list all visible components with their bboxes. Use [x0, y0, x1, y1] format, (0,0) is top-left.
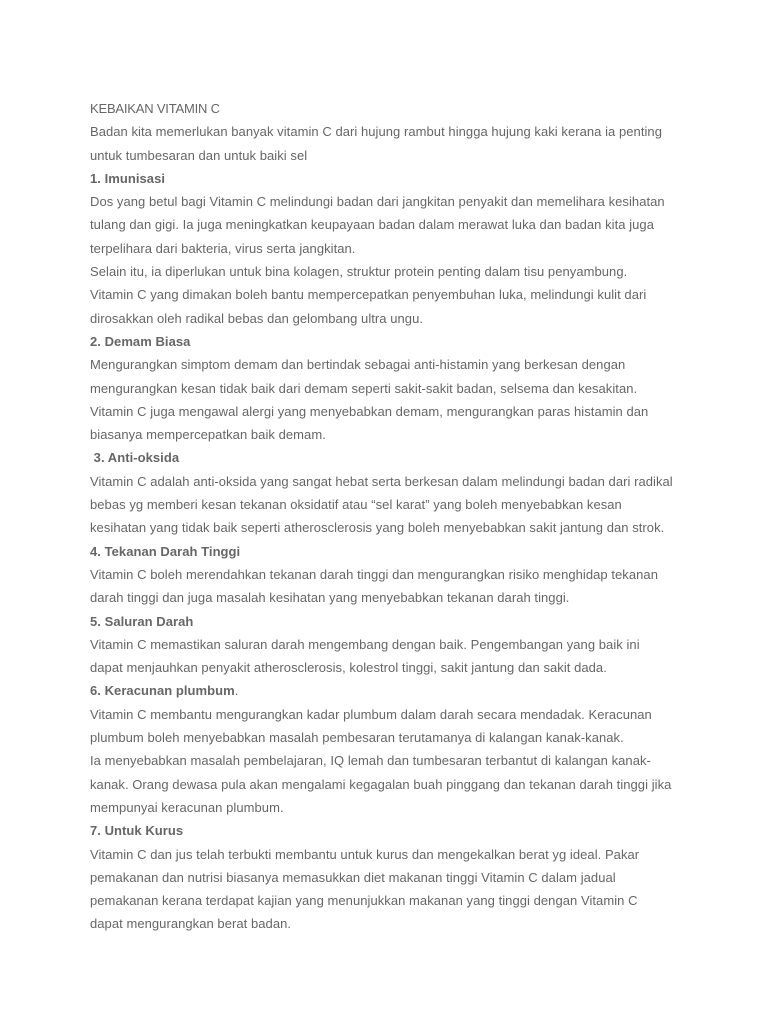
section-heading-text: 5. Saluran Darah [90, 613, 194, 629]
section-heading-imunisasi [90, 167, 750, 190]
paragraph-line: biasanya mempercepatkan baik demam. [90, 427, 326, 443]
paragraph-line: kesihatan yang tidak baik seperti atherosclerosis yang boleh menyebabkan sakit jantung dan strok. [90, 520, 665, 536]
paragraph-line: pemakanan dan nutrisi biasanya memasukkan diet makanan tinggi Vitamin C dalam jadual [90, 869, 616, 885]
paragraph-line: mengurangkan kesan tidak baik dari demam seperti sakit-sakit badan, selsema dan kesakitan. [90, 380, 638, 396]
paragraph-line: plumbum boleh menyebabkan masalah pembesaran terutamanya di kalangan kanak-kanak. [90, 730, 624, 746]
paragraph-line: terpelihara dari bakteria, virus serta jangkitan. [90, 240, 356, 256]
section-heading-untuk-kurus [90, 819, 750, 842]
paragraph-line: Vitamin C juga mengawal alergi yang menyebabkan demam, mengurangkan paras histamin dan [90, 403, 649, 419]
section-heading-text: 6. Keracunan plumbum [90, 683, 235, 699]
paragraph-line: Vitamin C adalah anti-oksida yang sangat hebat serta berkesan dalam melindungi badan dari radikal [90, 473, 673, 489]
paragraph-line: Vitamin C memastikan saluran darah mengembang dengan baik. Pengembangan yang baik ini [90, 636, 640, 652]
section-heading-saluran-darah [90, 610, 750, 633]
intro-line: untuk tumbesaran dan untuk baiki sel [90, 147, 308, 163]
paragraph-line: mempunyai keracunan plumbum. [90, 799, 284, 815]
section-heading-keracunan-plumbum [90, 679, 750, 702]
paragraph-line: Dos yang betul bagi Vitamin C melindungi badan dari jangkitan penyakit dan memelihara kesihatan [90, 194, 665, 210]
paragraph-line: pemakanan kerana terdapat kajian yang menunjukkan makanan yang tinggi dengan Vitamin C [90, 893, 638, 909]
paragraph-line: tulang dan gigi. Ia juga meningkatkan keupayaan badan dalam merawat luka dan badan kita juga [90, 217, 654, 233]
paragraph-line: Vitamin C dan jus telah terbukti membantu untuk kurus dan mengekalkan berat yg ideal. Pakar [90, 846, 640, 862]
paragraph-line: dapat mengurangkan berat badan. [90, 916, 292, 932]
paragraph-line: Vitamin C boleh merendahkan tekanan darah tinggi dan mengurangkan risiko menghidap tekanan [90, 566, 658, 582]
paragraph-line: dapat menjauhkan penyakit atherosclerosis, kolestrol tinggi, sakit jantung dan sakit dada. [90, 660, 607, 676]
paragraph-line: darah tinggi dan juga masalah kesihatan yang menyebabkan tekanan darah tinggi. [90, 590, 570, 606]
paragraph-line: dirosakkan oleh radikal bebas dan gelombang ultra ungu. [90, 310, 424, 326]
paragraph-line: kanak. Orang dewasa pula akan mengalami kegagalan buah pinggang dan tekanan darah tinggi jika [90, 776, 672, 792]
section-heading-text: 2. Demam Biasa [90, 333, 191, 349]
section-heading-text: 3. Anti-oksida [90, 450, 180, 466]
section-heading-tail: . [234, 683, 239, 699]
paragraph-line: Vitamin C yang dimakan boleh bantu mempercepatkan penyembuhan luka, melindungi kulit dari [90, 287, 647, 303]
document-body [90, 97, 750, 936]
paragraph-line: Mengurangkan simptom demam dan bertindak sebagai anti-histamin yang berkesan dengan [90, 357, 626, 373]
paragraph-line: bebas yg memberi kesan tekanan oksidatif atau “sel karat” yang boleh menyebabkan kesan [90, 497, 622, 513]
section-heading-tekanan-darah-tinggi [90, 540, 750, 563]
section-heading-text: 7. Untuk Kurus [90, 823, 184, 839]
paragraph-line: Vitamin C membantu mengurangkan kadar plumbum dalam darah secara mendadak. Keracunan [90, 706, 652, 722]
section-heading-demam-biasa [90, 330, 750, 353]
paragraph-line: Selain itu, ia diperlukan untuk bina kolagen, struktur protein penting dalam tisu penyambung. [90, 264, 628, 280]
section-heading-text: 4. Tekanan Darah Tinggi [90, 543, 241, 559]
intro-line: Badan kita memerlukan banyak vitamin C dari hujung rambut hingga hujung kaki kerana ia penting [90, 124, 662, 140]
page-title: KEBAIKAN VITAMIN C [90, 101, 220, 116]
section-heading-anti-oksida [90, 446, 750, 469]
section-heading-text: 1. Imunisasi [90, 170, 166, 186]
paragraph-line: Ia menyebabkan masalah pembelajaran, IQ lemah dan tumbesaran terbantut di kalangan kanak- [90, 753, 651, 769]
